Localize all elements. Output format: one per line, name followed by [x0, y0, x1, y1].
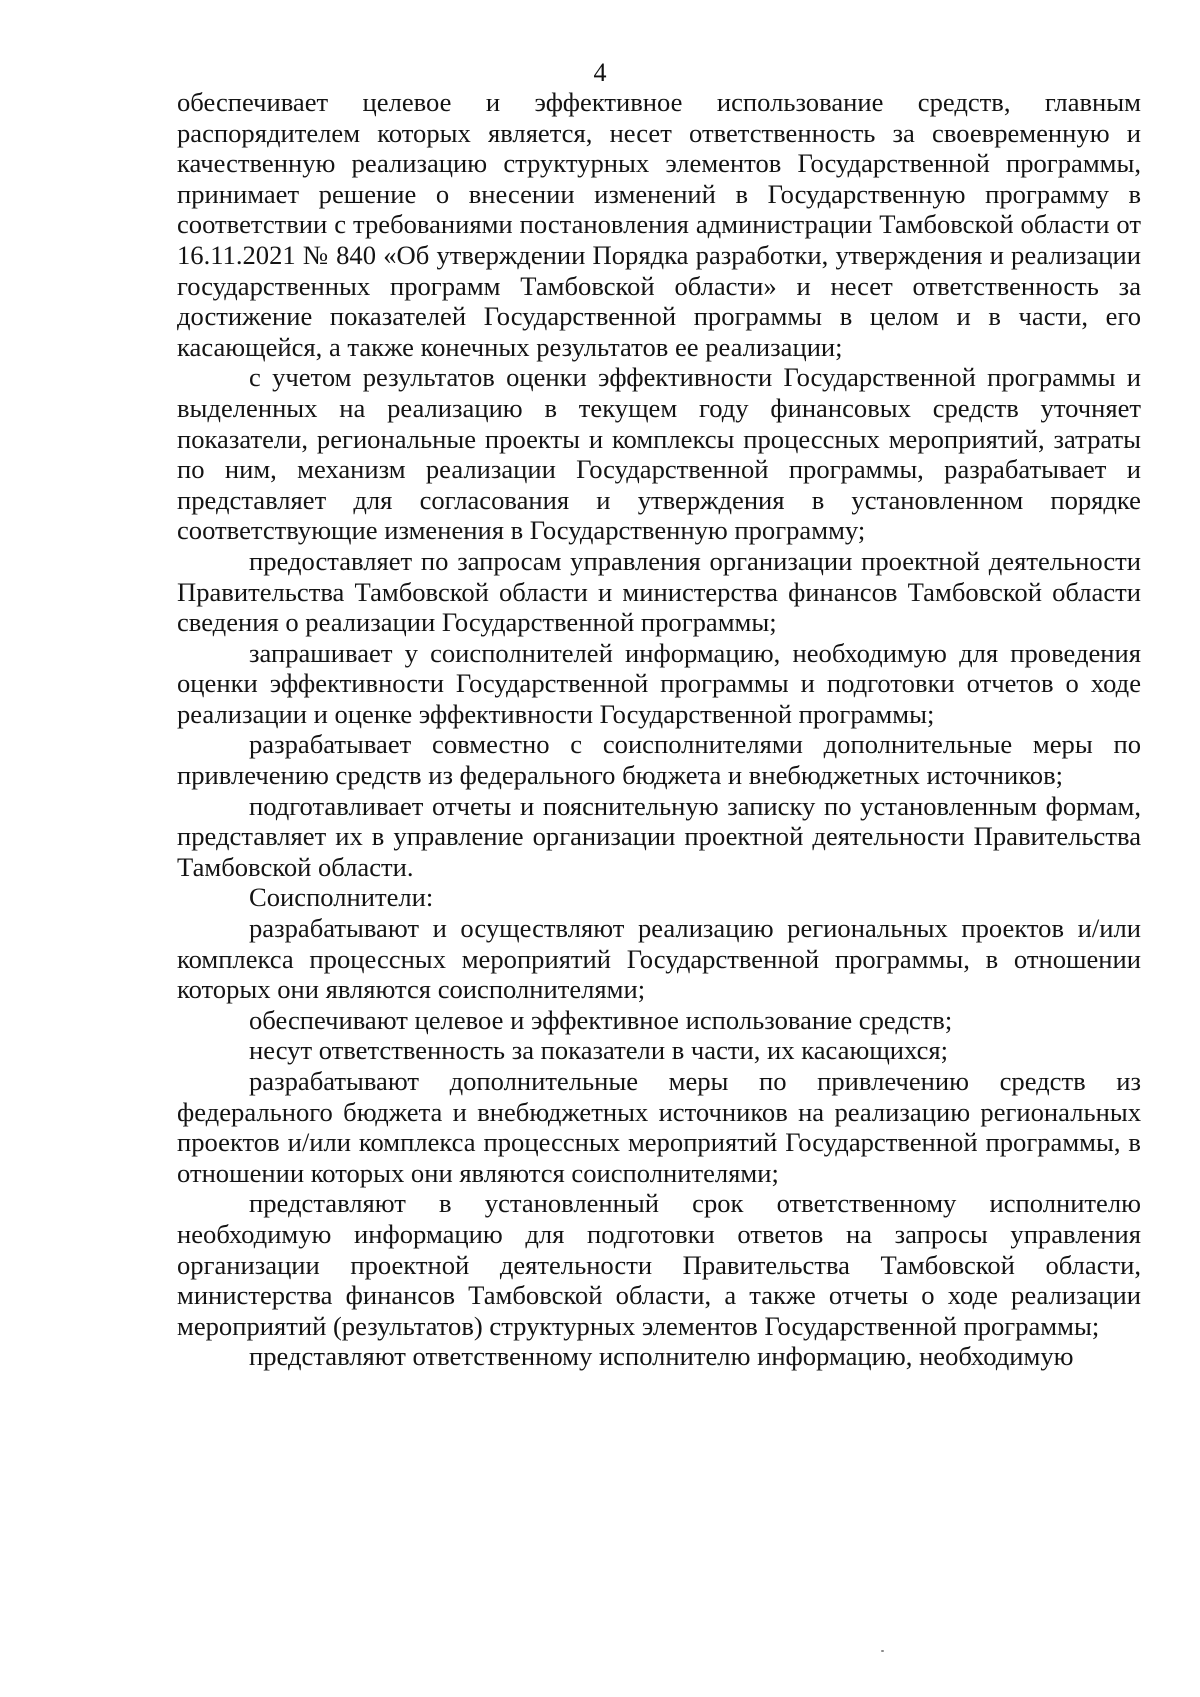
document-body	[177, 87, 1141, 1372]
scan-speck	[881, 1650, 884, 1652]
paragraph-8: разрабатывают и осуществляют реализацию региональных проектов и/или комплекса процессных мероприятий Государственной программы, в отношении которых они являются соисполнителями;	[177, 913, 1141, 1005]
paragraph-11: разрабатывают дополнительные меры по привлечению средств из федерального бюджета и внебюджетных источников на реализацию региональных проектов и/или комплекса процессных мероприятий Государственной программы, в отношении которых они являются соисполнителями;	[177, 1066, 1141, 1188]
paragraph-6: подготавливает отчеты и пояснительную записку по установленным формам, представляет их в управление организации проектной деятельности Правительства Тамбовской области.	[177, 790, 1141, 882]
paragraph-10: несут ответственность за показатели в части, их касающихся;	[249, 1035, 948, 1066]
paragraph-3: предоставляет по запросам управления организации проектной деятельности Правительства Тамбовской области и министерства финансов Тамбовской области сведения о реализации Государственной программы;	[177, 545, 1141, 638]
paragraph-4: запрашивает у соисполнителей информацию, необходимую для проведения оценки эффективности Государственной программы и подготовки отчетов о ходе реализации и оценке эффективности Государственной программы;	[177, 637, 1141, 729]
paragraph-5: разрабатывает совместно с соисполнителями дополнительные меры по привлечению средств из федерального бюджета и внебюджетных источников;	[177, 729, 1141, 791]
paragraph-7-heading: Соисполнители:	[249, 882, 434, 913]
paragraph-9: обеспечивают целевое и эффективное использование средств;	[249, 1004, 953, 1035]
paragraph-2: с учетом результатов оценки эффективности Государственной программы и выделенных на реализацию в текущем году финансовых средств уточняет показатели, региональные проекты и комплексы процессных мероприятий, затраты по ним, механизм реализации Государственной программы, разрабатывает и представляет для согласования и утверждения в установленном порядке соответствующие изменения в Государственную программу;	[177, 362, 1141, 546]
paragraph-12: представляют в установленный срок ответственному исполнителю необходимую информацию для подготовки ответов на запросы управления организации проектной деятельности Правительства Тамбовской области, министерства финансов Тамбовской области, а также отчеты о ходе реализации мероприятий (результатов) структурных элементов Государственной программы;	[177, 1188, 1141, 1341]
paragraph-1: обеспечивает целевое и эффективное использование средств, главным распорядителем которых является, несет ответственность за своевременную и качественную реализацию структурных элементов Государственной программы, принимает решение о внесении изменений в Государственную программу в соответствии с требованиями постановления администрации Тамбовской области от 16.11.2021 № 840 «Об утверждении Порядка разработки, утверждения и реализации государственных программ Тамбовской области» и несет ответственность за достижение показателей Государственной программы в целом и в части, его касающейся, а также конечных результатов ее реализации;	[177, 87, 1141, 362]
paragraph-13: представляют ответственному исполнителю информацию, необходимую	[249, 1341, 1074, 1372]
page-number: 4	[593, 58, 607, 87]
